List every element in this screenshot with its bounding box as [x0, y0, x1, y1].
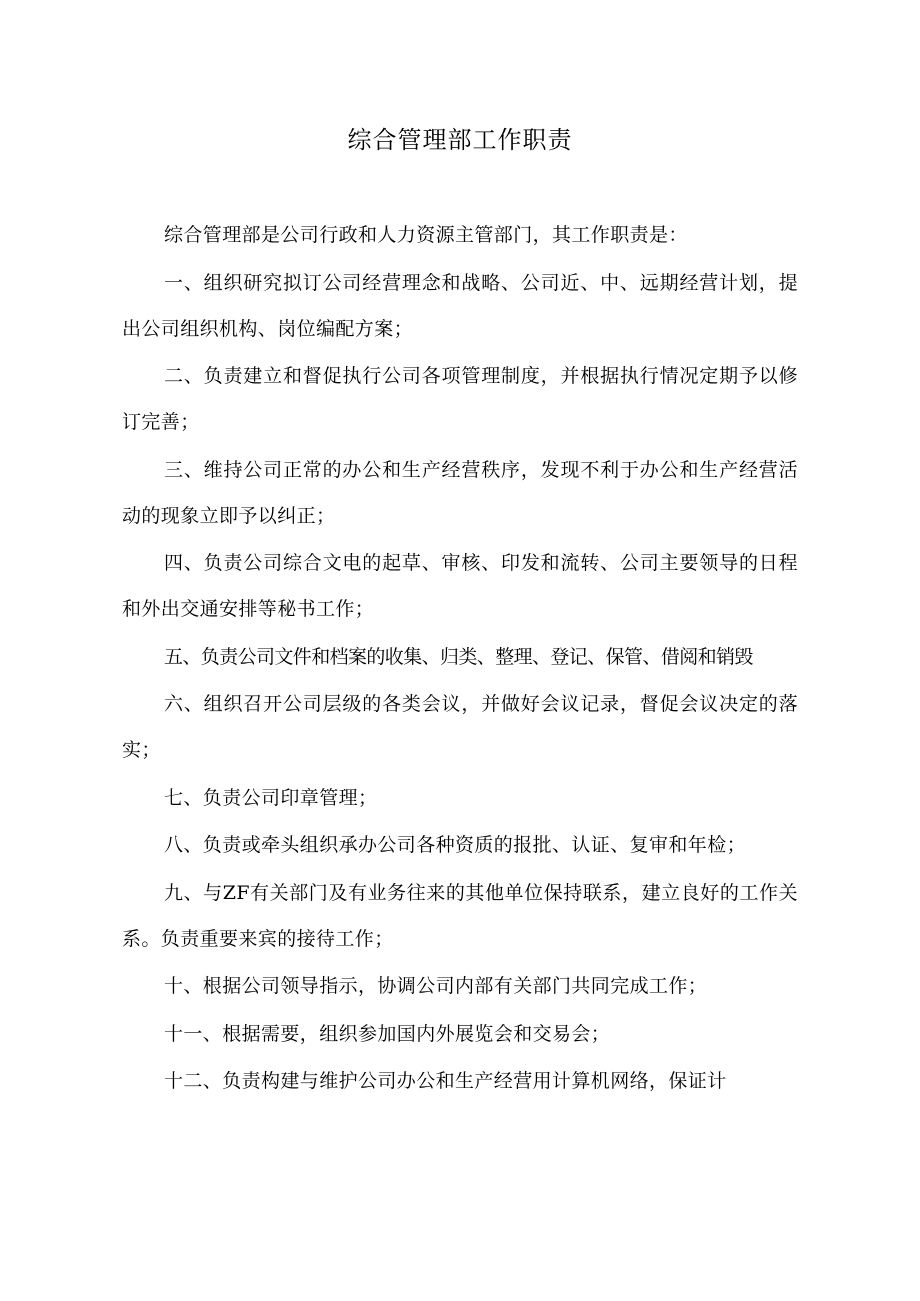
document-body	[122, 212, 798, 1106]
duty-paragraph-3: 三、维持公司正常的办公和生产经营秩序，发现不利于办公和生产经营活动的现象立即予以纠正；	[122, 458, 798, 527]
duty-paragraph-11: 十一、根据需要，组织参加国内外展览会和交易会；	[164, 1022, 611, 1045]
duty-paragraph-9: 九、与ZF有关部门及有业务往来的其他单位保持联系，建立良好的工作关系。负责重要来宾的接待工作；	[122, 881, 798, 950]
duty-paragraph-4: 四、负责公司综合文电的起草、审核、印发和流转、公司主要领导的日程和外出交通安排等秘书工作；	[122, 552, 798, 620]
duty-paragraph-6: 六、组织召开公司层级的各类会议，并做好会议记录，督促会议决定的落实；	[122, 693, 798, 761]
duty-paragraph-2: 二、负责建立和督促执行公司各项管理制度，并根据执行情况定期予以修订完善；	[122, 365, 798, 433]
duty-paragraph-7: 七、负责公司印章管理；	[164, 786, 378, 809]
duty-paragraph-10: 十、根据公司领导指示，协调公司内部有关部门共同完成工作；	[164, 975, 708, 997]
duty-paragraph-12: 十二、负责构建与维护公司办公和生产经营用计算机网络，保证计	[164, 1070, 727, 1092]
intro-paragraph: 综合管理部是公司行政和人力资源主管部门，其工作职责是：	[164, 224, 688, 246]
duty-paragraph-5: 五、负责公司文件和档案的收集、归类、整理、登记、保管、借阅和销毁	[164, 645, 753, 668]
duty-paragraph-1: 一、组织研究拟订公司经营理念和战略、公司近、中、远期经营计划，提出公司组织机构、岗位编配方案；	[122, 271, 798, 340]
document-title: 综合管理部工作职责	[347, 126, 573, 154]
duty-paragraph-8: 八、负责或牵头组织承办公司各种资质的报批、认证、复审和年检；	[164, 834, 747, 856]
